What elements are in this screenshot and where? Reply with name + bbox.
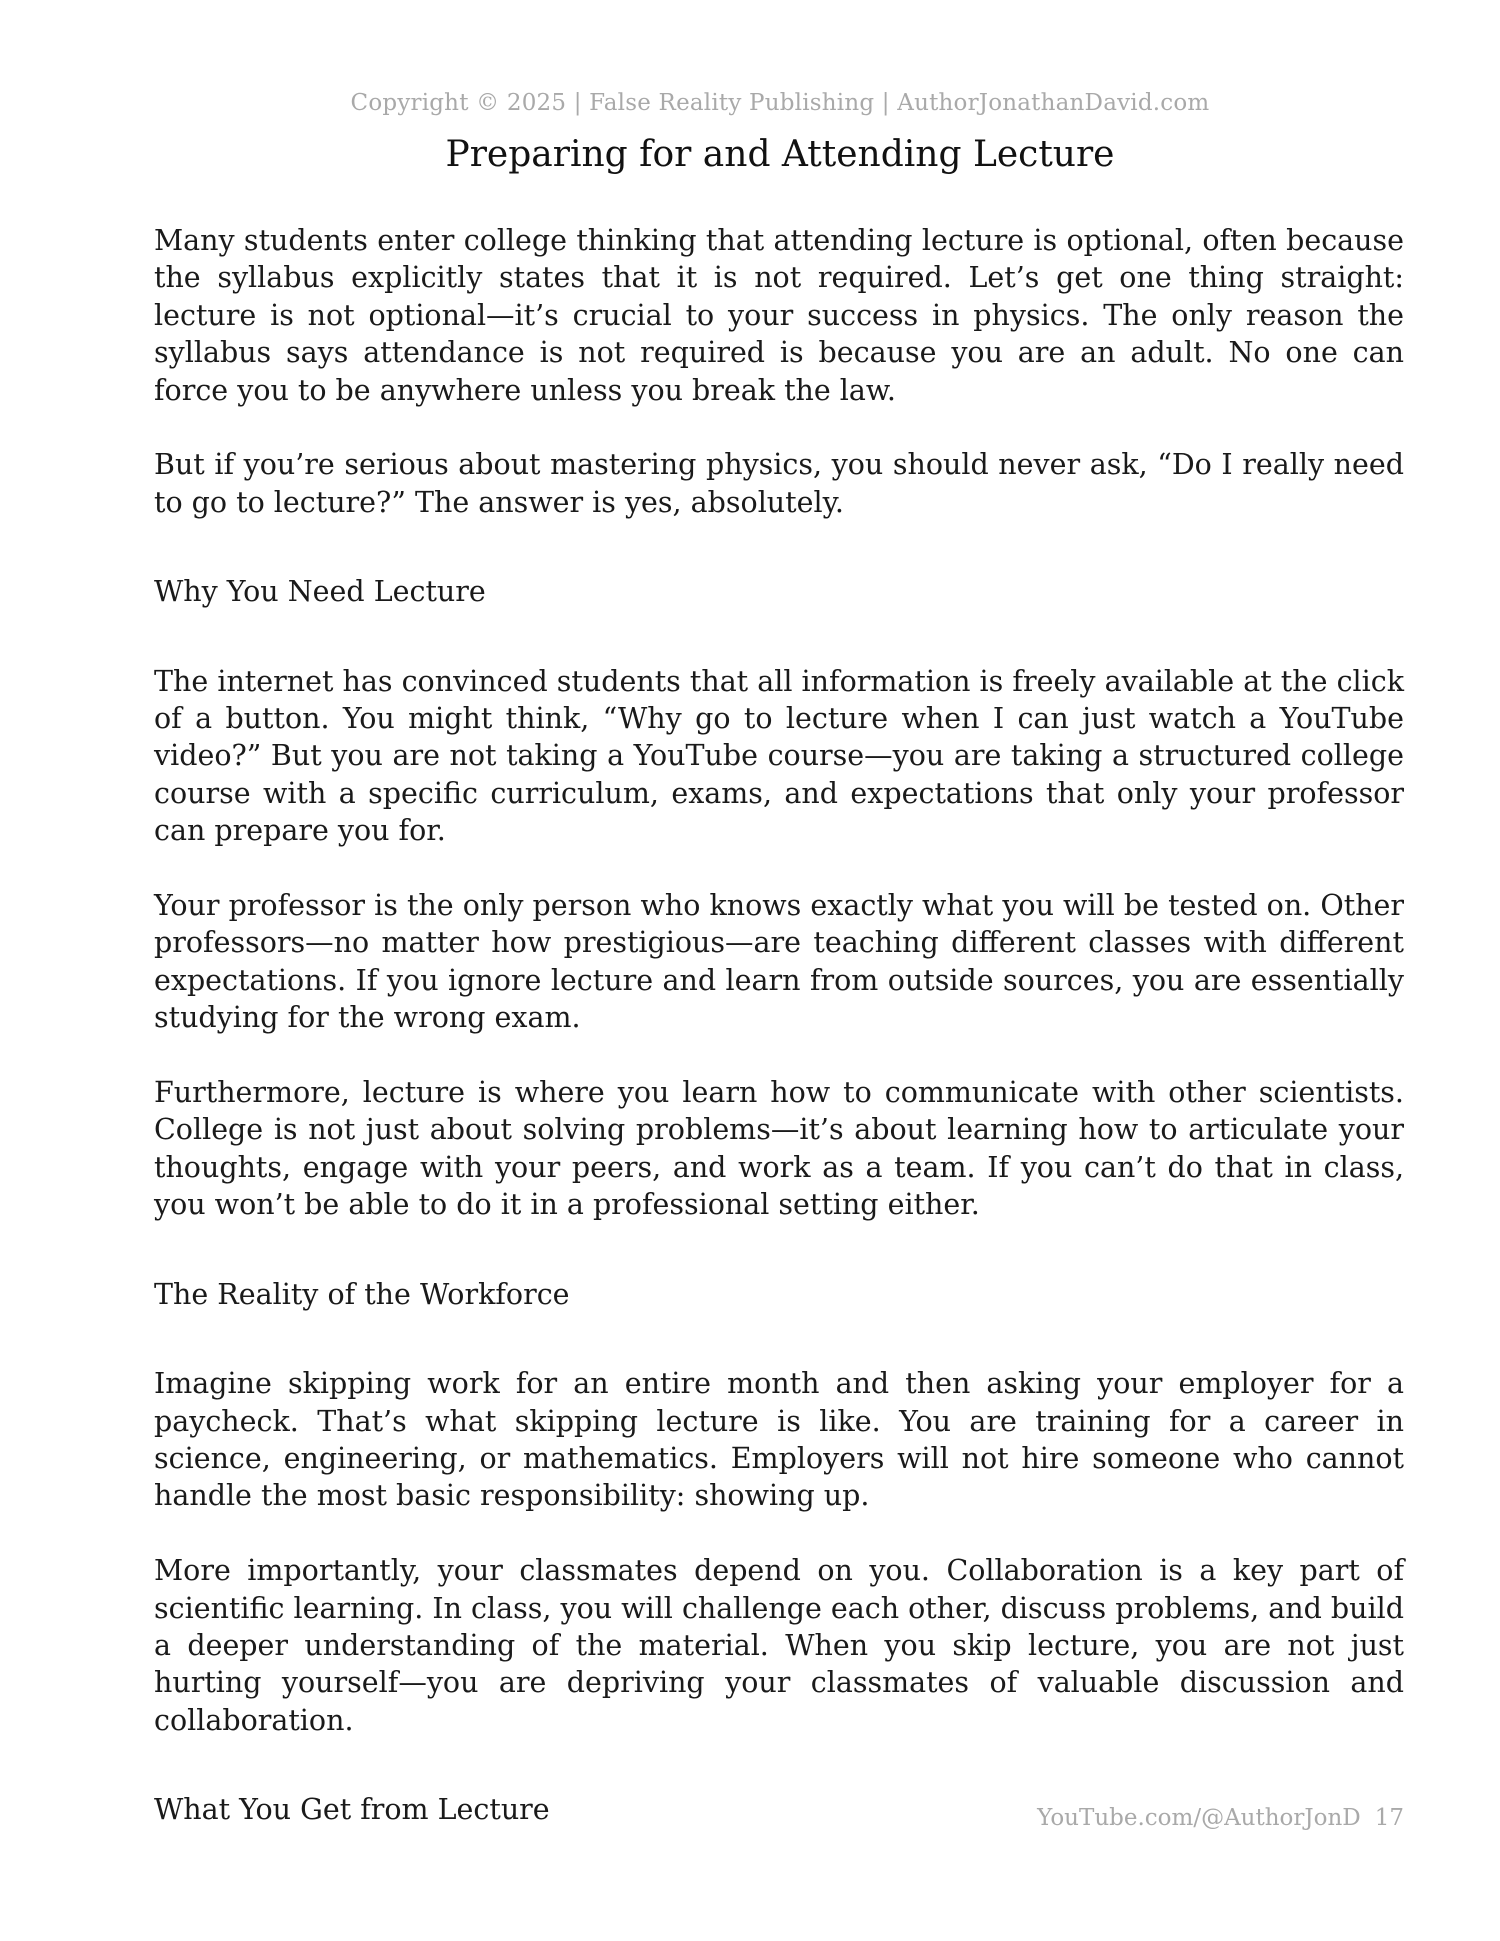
page-title: Preparing for and Attending Lecture (445, 134, 1115, 175)
body-content (154, 222, 1404, 1881)
section-heading-workforce: The Reality of the Workforce (154, 1277, 570, 1311)
paragraph-workforce-2: More importantly, your classmates depend on you. Collaboration is a key part of scientific learning. In class, you will challenge each other, discuss problems, and build a deeper understanding of the material. When you skip lecture, you are not just hurting yourself—you are depriving your classmates of valuable discussion and collaboration. (154, 1554, 1404, 1737)
section-heading-why: Why You Need Lecture (154, 575, 486, 609)
paragraph-intro-2: But if you’re serious about mastering physics, you should never ask, “Do I really need to go to lecture?” The answer is yes, absolutely. (154, 448, 1404, 519)
paragraph-intro-1: Many students enter college thinking that attending lecture is optional, often because the syllabus explicitly states that it is not required. Let’s get one thing straight: lecture is not optional—it’s crucial to your success in physics. The only reason the syllabus says attendance is not required is because you are an adult. No one can force you to be anywhere unless you break the law. (154, 224, 1404, 407)
footer-channel-link: YouTube.com/@AuthorJonD (1037, 1805, 1361, 1831)
page-footer (1037, 1805, 1404, 1831)
paragraph-why-1: The internet has convinced students that all information is freely available at the click of a button. You might think, “Why go to lecture when I can just watch a YouTube video?” But you are not taking a YouTube course—you are taking a structured college course with a specific curriculum, exams, and expectations that only your professor can prepare you for. (154, 664, 1404, 848)
paragraph-workforce-1: Imagine skipping work for an entire month and then asking your employer for a paycheck. That’s what skipping lecture is like. You are training for a career in science, engineering, or mathematics. Employers will not hire someone who cannot handle the most basic responsibility: showing up. (154, 1367, 1404, 1513)
copyright-header: Copyright © 2025 | False Reality Publishing | AuthorJonathanDavid.com (350, 90, 1210, 116)
section-heading-get: What You Get from Lecture (154, 1793, 550, 1827)
paragraph-why-3: Furthermore, lecture is where you learn how to communicate with other scientists. College is not just about solving problems—it’s about learning how to articulate your thoughts, engage with your peers, and work as a team. If you can’t do that in class, you won’t be able to do it in a professional setting either. (154, 1076, 1404, 1222)
page-number: 17 (1374, 1805, 1404, 1831)
paragraph-why-2: Your professor is the only person who knows exactly what you will be tested on. Other professors—no matter how prestigious—are teaching different classes with different expectations. If you ignore lecture and learn from outside sources, you are essentially studying for the wrong exam. (154, 889, 1404, 1035)
